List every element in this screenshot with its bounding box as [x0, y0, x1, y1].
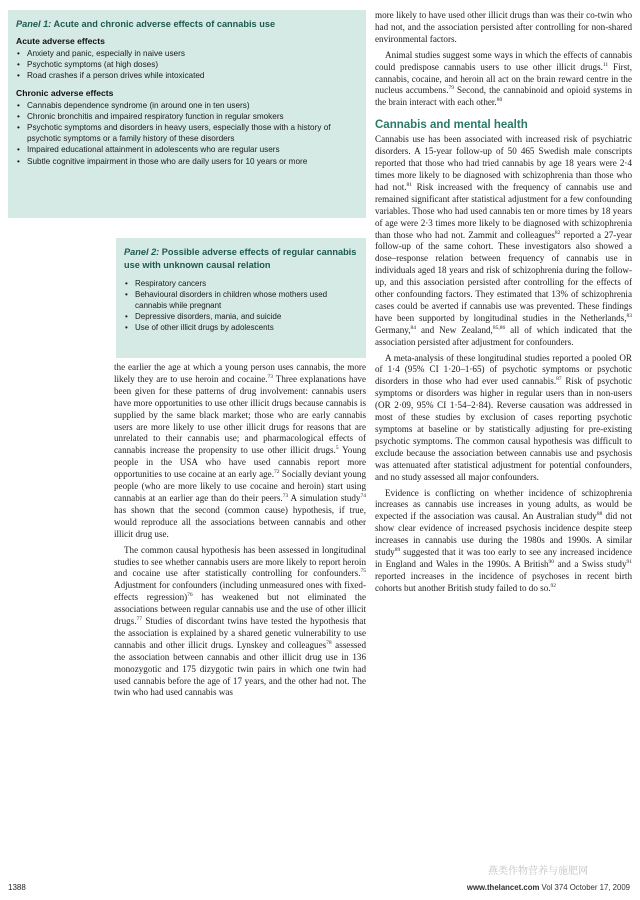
paragraph: more likely to have used other illicit drugs than was their co-twin who had not, and the association persisted after controlling for non-shared environmental factors.: [375, 10, 632, 44]
paragraph: The common causal hypothesis has been assessed in longitudinal studies to see whether cannabis users are more likely to report heroin and cocaine use after statistically controlling for confounders.$^{75}$ Adjustment for confounders (including unmeasured ones with fixed-effects regression)$^{76}$ has weakened but not eliminated the associations between regular cannabis use and the use of other illicit drugs.$^{77}$ Studies of discordant twins have tested the hypothesis that the association is explained by a shared genetic vulnerability to use cannabis and other illicit drugs. Lynskey and colleagues$^{78}$ assessed the association between cannabis and other illicit drug use in 136 monozygotic and 175 dizygotic twin pairs in which one twin had used cannabis before the age of 17 years, and the other had not. The twin who had used cannabis was: [114, 544, 366, 698]
panel-1-title: [16, 18, 358, 30]
reference-marker: 80: [496, 97, 503, 104]
reference-marker: 85,86: [492, 324, 506, 331]
panel-1-title-text: Acute and chronic adverse effects of cannabis use: [53, 19, 276, 29]
panel-2-label: Panel 2:: [124, 247, 160, 257]
list-item: • Psychotic symptoms and disorders in heavy users, especially those with a history of psychotic symptoms or a family history of these disorders: [16, 122, 358, 144]
list-item: • Use of other illicit drugs by adolescents: [124, 322, 360, 333]
paragraph: Evidence is conflicting on whether incidence of schizophrenia increases as cannabis use increases in young adults, as would be expected if the association was causal. An Australian study$^{88}$ did not show clear evidence of increased psychosis incidence despite steep increases in cannabis use during the 1980s and 1990s. A similar study$^{89}$ suggested that it was too early to see any increased incidence in England and Wales in the 1990s. A British$^{90}$ and a Swiss study$^{91}$ reported increases in the incidence of psychoses in recent birth cohorts but another British study failed to do so.$^{92}$: [375, 487, 632, 593]
list-item: • Behavioural disorders in children whose mothers used cannabis while pregnant: [124, 289, 360, 311]
acute-heading: Acute adverse effects: [16, 36, 105, 46]
acute-list: [16, 48, 358, 82]
paragraph: A meta-analysis of these longitudinal studies reported a pooled OR of 1·4 (95% CI 1·20–1·65) of psychotic symptoms or psychotic disorders in those who had ever used cannabis.$^{87}$ Risk of psychotic symptoms or disorders was higher in regular users than in non-users (OR 2·09, 95% CI 1·54–2·84). Reverse causation was addressed in most of these studies by exclusion of cases reporting psychotic symptoms at baseline or by statistically adjusting for pre-existing psychotic symptoms. The common causal hypothesis was difficult to exclude because the association between cannabis use and psychosis was attenuated after statistical adjustment for potential confounders, and no study assessed all major confounders.: [375, 352, 632, 482]
paragraph: Animal studies suggest some ways in which the effects of cannabis could predispose cannabis users to use other illicit drugs.$^{11}$ First, cannabis, cocaine, and heroin all act on the brain reward centre in the nucleus accumbens.$^{79}$ Second, the cannabinoid and opioid systems in the brain interact with each other.$^{80}$: [375, 49, 632, 108]
paragraph: the earlier the age at which a young person uses cannabis, the more likely they are to use heroin and cocaine.$^{73}$ Three explanations have been given for these patterns of drug involvement: cannabis users have more opportunities to use other illicit drugs because cannabis is supplied by the same black market; those who are early cannabis users are more likely to use other illicit drugs for reasons that are unrelated to their cannabis use; and pharmacological effects of cannabis increase the propensity to use other illicit drugs.$^5$ Young people in the USA who have used cannabis report more opportunities to use cocaine at an early age.$^{72}$ Socially deviant young people (who are more likely to use cocaine and heroin) start using cannabis at an earlier age than do their peers.$^{73}$ A simulation study$^{74}$ has shown that the second (common cause) hypothesis, if true, would reproduce all the associations between cannabis and other illicit drug use.: [114, 362, 366, 539]
journal-site: www.thelancet.com: [466, 883, 540, 892]
reference-marker: 81: [406, 181, 413, 188]
page-number: 1388: [8, 883, 26, 892]
reference-marker: 72: [273, 469, 280, 476]
panel-2-title: [124, 246, 360, 271]
reference-marker: 73: [267, 373, 274, 380]
left-column-text: [114, 362, 366, 699]
reference-marker: 73: [282, 492, 289, 499]
journal-footer: [467, 883, 630, 892]
reference-marker: 11: [602, 61, 609, 68]
list-item: • Subtle cognitive impairment in those who are daily users for 10 years or more: [16, 156, 358, 167]
journal-issue: Vol 374 October 17, 2009: [539, 883, 630, 892]
list-item: • Cannabis dependence syndrome (in around one in ten users): [16, 100, 358, 111]
chronic-heading: Chronic adverse effects: [16, 87, 114, 98]
right-column-text: [375, 10, 632, 595]
reference-marker: 87: [556, 376, 562, 383]
panel-2-list: [124, 278, 360, 333]
reference-marker: 92: [550, 582, 557, 589]
reference-marker: 77: [136, 616, 142, 622]
section-heading: Cannabis and mental health: [375, 119, 528, 132]
reference-marker: 90: [548, 558, 555, 565]
reference-marker: 74: [360, 492, 366, 499]
list-item: • Chronic bronchitis and impaired respiratory function in regular smokers: [16, 111, 358, 122]
reference-marker: 5: [335, 445, 339, 452]
reference-marker: 88: [596, 511, 603, 518]
list-item: • Depressive disorders, mania, and suicide: [124, 311, 360, 322]
reference-marker: 78: [326, 639, 332, 646]
panel-2-title-text: Possible adverse effects of regular cannabis use with unknown causal relation: [124, 247, 357, 270]
chronic-list: [16, 100, 358, 167]
list-item: • Road crashes if a person drives while intoxicated: [16, 70, 358, 81]
watermark-text: 燕类作物营养与施肥网: [488, 866, 588, 877]
reference-marker: 75: [360, 568, 366, 575]
reference-marker: 79: [448, 85, 454, 92]
panel-2-box: [116, 238, 366, 358]
reference-marker: 89: [394, 547, 401, 554]
list-item: • Respiratory cancers: [124, 278, 360, 289]
paragraph: Cannabis use has been associated with increased risk of psychiatric disorders. A 15-year follow-up of 50 465 Swedish male conscripts reported that those who had tried cannabis by age 18 years were 2·4 times more likely to be diagnosed with schizophrenia than those who had not.$^{81}$ Risk increased with the frequency of cannabis use and remained significant after statistical adjustment for a few confounding variables. Those who had used cannabis ten or more times by 18 years of age were 2·3 times more likely to be diagnosed with schizophrenia than those who had not. Zammit and colleagues$^{82}$ reported a 27-year follow-up of the same cohort. These investigators also showed a dose–response relation between frequency of cannabis use in individuals aged 18 years and risk of schizophrenia during the follow-up, and this association persisted after controlling for the effects of other confounding factors. They estimated that 13% of schizophrenia cases could be averted if cannabis use was prevented. These findings have been supported by longitudinal studies in the Netherlands,$^{83}$ Germany,$^{84}$ and New Zealand,$^{85,86}$ all of which indicated that the association persisted after adjustment for confounders.: [375, 134, 632, 347]
panel-1-box: [8, 10, 366, 218]
panel-1-label: Panel 1:: [16, 19, 52, 29]
reference-marker: 82: [554, 229, 561, 236]
reference-marker: 91: [626, 558, 632, 565]
reference-marker: 84: [410, 324, 417, 331]
list-item: • Anxiety and panic, especially in naive users: [16, 48, 358, 59]
reference-marker: 76: [187, 592, 193, 599]
list-item: • Psychotic symptoms (at high doses): [16, 59, 358, 70]
list-item: • Impaired educational attainment in adolescents who are regular users: [16, 144, 358, 155]
reference-marker: 83: [626, 312, 632, 319]
